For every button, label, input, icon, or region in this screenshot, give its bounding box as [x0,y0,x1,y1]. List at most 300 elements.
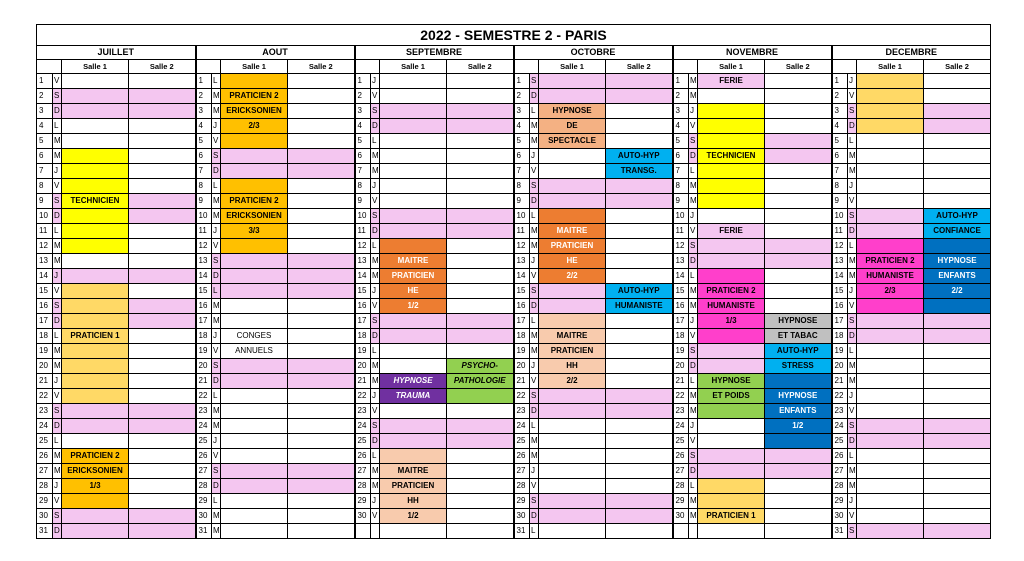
event-block-cell[interactable] [62,284,129,299]
event-block-cell[interactable] [62,299,129,314]
event-label[interactable]: PRATICIEN [380,269,447,284]
room-slot[interactable] [129,449,196,464]
room-slot[interactable] [288,239,355,254]
room-slot[interactable] [765,494,832,509]
event-label[interactable]: FERIE [698,224,765,239]
room-slot[interactable] [698,359,765,374]
event-label[interactable]: MAITRE [539,224,606,239]
room-slot[interactable] [606,359,673,374]
room-slot[interactable] [924,509,991,524]
room-slot[interactable] [606,89,673,104]
room-slot[interactable] [924,464,991,479]
event-block-cell[interactable] [698,479,765,494]
room-slot[interactable] [539,509,606,524]
room-slot[interactable] [129,119,196,134]
event-label[interactable]: 2/2 [539,374,606,389]
room-slot[interactable] [765,74,832,89]
room-slot[interactable] [62,104,129,119]
event-label[interactable]: ENFANTS [765,404,832,419]
room-slot[interactable] [447,254,514,269]
room-slot[interactable] [606,74,673,89]
room-slot[interactable] [380,314,447,329]
room-slot[interactable] [857,164,924,179]
room-slot[interactable] [924,194,991,209]
room-slot[interactable] [857,374,924,389]
event-label[interactable]: ET POIDS [698,389,765,404]
event-label[interactable]: DE [539,119,606,134]
event-block-cell[interactable] [62,344,129,359]
room-slot[interactable] [857,524,924,539]
room-slot[interactable] [447,149,514,164]
event-block-cell[interactable] [698,119,765,134]
event-label[interactable]: AUTO-HYP [765,344,832,359]
room-slot[interactable] [447,419,514,434]
room-slot[interactable] [698,449,765,464]
event-label[interactable]: HYPNOSE [380,374,447,389]
event-label[interactable]: ANNUELS [221,344,288,359]
event-block-cell[interactable] [62,239,129,254]
event-label[interactable]: TECHNICIEN [62,194,129,209]
room-slot[interactable] [857,509,924,524]
room-slot[interactable] [606,464,673,479]
room-slot[interactable] [288,179,355,194]
event-block-cell[interactable] [62,149,129,164]
room-slot[interactable] [924,359,991,374]
event-label[interactable]: TRANSG. [606,164,673,179]
room-slot[interactable] [62,524,129,539]
room-slot[interactable] [857,479,924,494]
room-slot[interactable] [447,404,514,419]
room-slot[interactable] [221,524,288,539]
room-slot[interactable] [924,314,991,329]
room-slot[interactable] [606,314,673,329]
room-slot[interactable] [288,104,355,119]
room-slot[interactable] [606,179,673,194]
event-block-cell[interactable] [62,314,129,329]
room-slot[interactable] [129,359,196,374]
event-label[interactable]: HUMANISTE [606,299,673,314]
room-slot[interactable] [447,179,514,194]
room-slot[interactable] [606,389,673,404]
event-block-cell[interactable] [857,239,924,254]
room-slot[interactable] [606,494,673,509]
room-slot[interactable] [698,344,765,359]
event-label[interactable]: TRAUMA [380,389,447,404]
room-slot[interactable] [288,374,355,389]
event-label[interactable]: 2/2 [924,284,991,299]
event-block-cell[interactable] [380,449,447,464]
event-label[interactable]: PRATICIEN 1 [62,329,129,344]
room-slot[interactable] [924,419,991,434]
room-slot[interactable] [765,179,832,194]
room-slot[interactable] [765,194,832,209]
event-block-cell[interactable] [698,329,765,344]
room-slot[interactable] [539,389,606,404]
room-slot[interactable] [447,434,514,449]
room-slot[interactable] [129,329,196,344]
room-slot[interactable] [606,329,673,344]
room-slot[interactable] [129,284,196,299]
room-slot[interactable] [288,314,355,329]
room-slot[interactable] [447,209,514,224]
room-slot[interactable] [288,269,355,284]
room-slot[interactable] [129,509,196,524]
room-slot[interactable] [129,314,196,329]
room-slot[interactable] [698,464,765,479]
room-slot[interactable] [924,74,991,89]
event-block-cell[interactable] [380,239,447,254]
room-slot[interactable] [380,359,447,374]
event-label[interactable]: MAITRE [380,464,447,479]
room-slot[interactable] [129,419,196,434]
event-label[interactable]: FERIE [698,74,765,89]
room-slot[interactable] [698,239,765,254]
room-slot[interactable] [765,149,832,164]
room-slot[interactable] [221,479,288,494]
event-block-cell[interactable] [539,209,606,224]
room-slot[interactable] [380,194,447,209]
room-slot[interactable] [606,269,673,284]
room-slot[interactable] [539,449,606,464]
event-label[interactable]: HH [539,359,606,374]
room-slot[interactable] [288,224,355,239]
event-block-cell[interactable] [857,74,924,89]
event-label[interactable]: 1/2 [380,299,447,314]
event-label[interactable]: PRATICIEN 2 [221,89,288,104]
room-slot[interactable] [221,314,288,329]
room-slot[interactable] [857,404,924,419]
room-slot[interactable] [288,359,355,374]
room-slot[interactable] [765,284,832,299]
room-slot[interactable] [698,254,765,269]
room-slot[interactable] [288,164,355,179]
room-slot[interactable] [288,74,355,89]
event-block-cell[interactable] [62,389,129,404]
room-slot[interactable] [129,149,196,164]
event-label[interactable]: ET TABAC [765,329,832,344]
room-slot[interactable] [288,434,355,449]
room-slot[interactable] [606,449,673,464]
event-label[interactable]: HYPNOSE [539,104,606,119]
room-slot[interactable] [129,344,196,359]
room-slot[interactable] [539,149,606,164]
room-slot[interactable] [857,149,924,164]
event-label[interactable]: PRATICIEN 2 [857,254,924,269]
room-slot[interactable] [765,209,832,224]
room-slot[interactable] [62,269,129,284]
room-slot[interactable] [606,524,673,539]
room-slot[interactable] [857,389,924,404]
room-slot[interactable] [62,89,129,104]
room-slot[interactable] [447,314,514,329]
room-slot[interactable] [539,419,606,434]
room-slot[interactable] [924,149,991,164]
event-label[interactable]: ERICKSONIEN [221,209,288,224]
event-block-cell[interactable] [62,164,129,179]
event-block-cell[interactable] [698,269,765,284]
event-label[interactable]: TECHNICIEN [698,149,765,164]
room-slot[interactable] [447,134,514,149]
room-slot[interactable] [129,224,196,239]
event-block-cell[interactable] [698,404,765,419]
room-slot[interactable] [857,134,924,149]
room-slot[interactable] [606,239,673,254]
room-slot[interactable] [288,134,355,149]
room-slot[interactable] [288,389,355,404]
room-slot[interactable] [129,179,196,194]
event-label[interactable]: 2/3 [221,119,288,134]
room-slot[interactable] [221,269,288,284]
event-block-cell[interactable] [62,209,129,224]
room-slot[interactable] [765,119,832,134]
room-slot[interactable] [221,464,288,479]
event-label[interactable]: MAITRE [380,254,447,269]
room-slot[interactable] [288,209,355,224]
event-label[interactable]: 1/3 [698,314,765,329]
event-label[interactable]: AUTO-HYP [924,209,991,224]
room-slot[interactable] [288,509,355,524]
event-label[interactable]: 2/2 [539,269,606,284]
room-slot[interactable] [924,119,991,134]
room-slot[interactable] [380,89,447,104]
room-slot[interactable] [924,374,991,389]
room-slot[interactable] [765,89,832,104]
room-slot[interactable] [62,434,129,449]
event-label[interactable]: MAITRE [539,329,606,344]
event-label[interactable]: HYPNOSE [924,254,991,269]
room-slot[interactable] [765,254,832,269]
room-slot[interactable] [924,344,991,359]
event-label[interactable]: PRATICIEN [380,479,447,494]
event-label[interactable]: HE [539,254,606,269]
event-label[interactable]: HE [380,284,447,299]
room-slot[interactable] [288,449,355,464]
room-slot[interactable] [447,509,514,524]
room-slot[interactable] [288,494,355,509]
room-slot[interactable] [857,494,924,509]
room-slot[interactable] [539,494,606,509]
room-slot[interactable] [288,299,355,314]
room-slot[interactable] [765,239,832,254]
room-slot[interactable] [62,119,129,134]
room-slot[interactable] [129,374,196,389]
room-slot[interactable] [221,284,288,299]
room-slot[interactable] [606,119,673,134]
room-slot[interactable] [288,194,355,209]
room-slot[interactable] [380,209,447,224]
room-slot[interactable] [129,299,196,314]
room-slot[interactable] [765,164,832,179]
event-label[interactable]: ERICKSONIEN [221,104,288,119]
room-slot[interactable] [606,404,673,419]
room-slot[interactable] [539,164,606,179]
event-block-cell[interactable] [221,179,288,194]
room-slot[interactable] [62,419,129,434]
room-slot[interactable] [606,209,673,224]
room-slot[interactable] [539,464,606,479]
room-slot[interactable] [380,134,447,149]
room-slot[interactable] [539,524,606,539]
room-slot[interactable] [539,74,606,89]
room-slot[interactable] [606,224,673,239]
room-slot[interactable] [129,269,196,284]
event-label[interactable]: PSYCHO- [447,359,514,374]
room-slot[interactable] [857,224,924,239]
room-slot[interactable] [288,344,355,359]
room-slot[interactable] [447,284,514,299]
room-slot[interactable] [606,134,673,149]
room-slot[interactable] [380,434,447,449]
event-label[interactable]: HUMANISTE [857,269,924,284]
room-slot[interactable] [539,284,606,299]
room-slot[interactable] [129,389,196,404]
room-slot[interactable] [606,434,673,449]
room-slot[interactable] [924,434,991,449]
room-slot[interactable] [447,344,514,359]
room-slot[interactable] [765,479,832,494]
event-label[interactable]: AUTO-HYP [606,149,673,164]
event-block-cell[interactable] [221,134,288,149]
room-slot[interactable] [606,509,673,524]
room-slot[interactable] [129,254,196,269]
room-slot[interactable] [924,164,991,179]
room-slot[interactable] [447,449,514,464]
room-slot[interactable] [447,164,514,179]
event-block-cell[interactable] [765,434,832,449]
room-slot[interactable] [62,509,129,524]
event-block-cell[interactable] [857,89,924,104]
room-slot[interactable] [698,434,765,449]
room-slot[interactable] [765,299,832,314]
room-slot[interactable] [606,479,673,494]
room-slot[interactable] [857,359,924,374]
room-slot[interactable] [857,209,924,224]
room-slot[interactable] [765,449,832,464]
room-slot[interactable] [62,134,129,149]
room-slot[interactable] [924,524,991,539]
event-label[interactable]: PRATICIEN 2 [221,194,288,209]
event-label[interactable]: PRATICIEN 2 [698,284,765,299]
room-slot[interactable] [380,119,447,134]
event-label[interactable]: PRATICIEN [539,239,606,254]
event-block-cell[interactable] [698,134,765,149]
event-block-cell[interactable] [62,359,129,374]
room-slot[interactable] [447,224,514,239]
room-slot[interactable] [129,74,196,89]
event-label[interactable]: HYPNOSE [765,389,832,404]
room-slot[interactable] [539,194,606,209]
event-label[interactable]: 2/3 [857,284,924,299]
room-slot[interactable] [129,404,196,419]
room-slot[interactable] [288,479,355,494]
room-slot[interactable] [221,389,288,404]
room-slot[interactable] [380,149,447,164]
room-slot[interactable] [221,149,288,164]
room-slot[interactable] [129,464,196,479]
room-slot[interactable] [857,179,924,194]
room-slot[interactable] [447,119,514,134]
room-slot[interactable] [447,104,514,119]
event-label[interactable]: PRATICIEN 1 [698,509,765,524]
event-block-cell[interactable] [698,494,765,509]
room-slot[interactable] [698,89,765,104]
room-slot[interactable] [288,464,355,479]
room-slot[interactable] [221,449,288,464]
room-slot[interactable] [129,194,196,209]
room-slot[interactable] [606,194,673,209]
room-slot[interactable] [924,104,991,119]
room-slot[interactable] [447,299,514,314]
room-slot[interactable] [447,194,514,209]
room-slot[interactable] [924,179,991,194]
room-slot[interactable] [129,134,196,149]
event-label[interactable]: PATHOLOGIE [447,374,514,389]
event-block-cell[interactable] [539,314,606,329]
event-label[interactable]: 1/2 [380,509,447,524]
room-slot[interactable] [129,434,196,449]
event-block-cell[interactable] [698,164,765,179]
room-slot[interactable] [857,329,924,344]
event-label[interactable]: AUTO-HYP [606,284,673,299]
room-slot[interactable] [765,464,832,479]
event-label[interactable]: HH [380,494,447,509]
event-label[interactable]: HUMANISTE [698,299,765,314]
event-block-cell[interactable] [924,299,991,314]
room-slot[interactable] [606,254,673,269]
room-slot[interactable] [857,449,924,464]
event-block-cell[interactable] [62,494,129,509]
room-slot[interactable] [221,164,288,179]
event-block-cell[interactable] [62,374,129,389]
room-slot[interactable] [924,89,991,104]
room-slot[interactable] [765,509,832,524]
room-slot[interactable] [447,464,514,479]
room-slot[interactable] [129,524,196,539]
room-slot[interactable] [288,419,355,434]
room-slot[interactable] [447,494,514,509]
event-label[interactable]: CONFIANCE [924,224,991,239]
event-label[interactable]: 1/3 [62,479,129,494]
event-block-cell[interactable] [924,239,991,254]
room-slot[interactable] [288,119,355,134]
room-slot[interactable] [221,404,288,419]
event-label[interactable]: ERICKSONIEN [62,464,129,479]
room-slot[interactable] [129,104,196,119]
room-slot[interactable] [606,374,673,389]
event-label[interactable]: ENFANTS [924,269,991,284]
event-block-cell[interactable] [62,179,129,194]
room-slot[interactable] [857,344,924,359]
room-slot[interactable] [380,329,447,344]
room-slot[interactable] [221,434,288,449]
event-label[interactable]: 1/2 [765,419,832,434]
room-slot[interactable] [765,269,832,284]
event-block-cell[interactable] [698,179,765,194]
room-slot[interactable] [288,149,355,164]
room-slot[interactable] [288,329,355,344]
room-slot[interactable] [221,359,288,374]
room-slot[interactable] [857,314,924,329]
room-slot[interactable] [447,269,514,284]
room-slot[interactable] [380,164,447,179]
room-slot[interactable] [857,464,924,479]
room-slot[interactable] [380,179,447,194]
room-slot[interactable] [606,419,673,434]
room-slot[interactable] [924,449,991,464]
room-slot[interactable] [129,494,196,509]
room-slot[interactable] [380,74,447,89]
room-slot[interactable] [62,404,129,419]
